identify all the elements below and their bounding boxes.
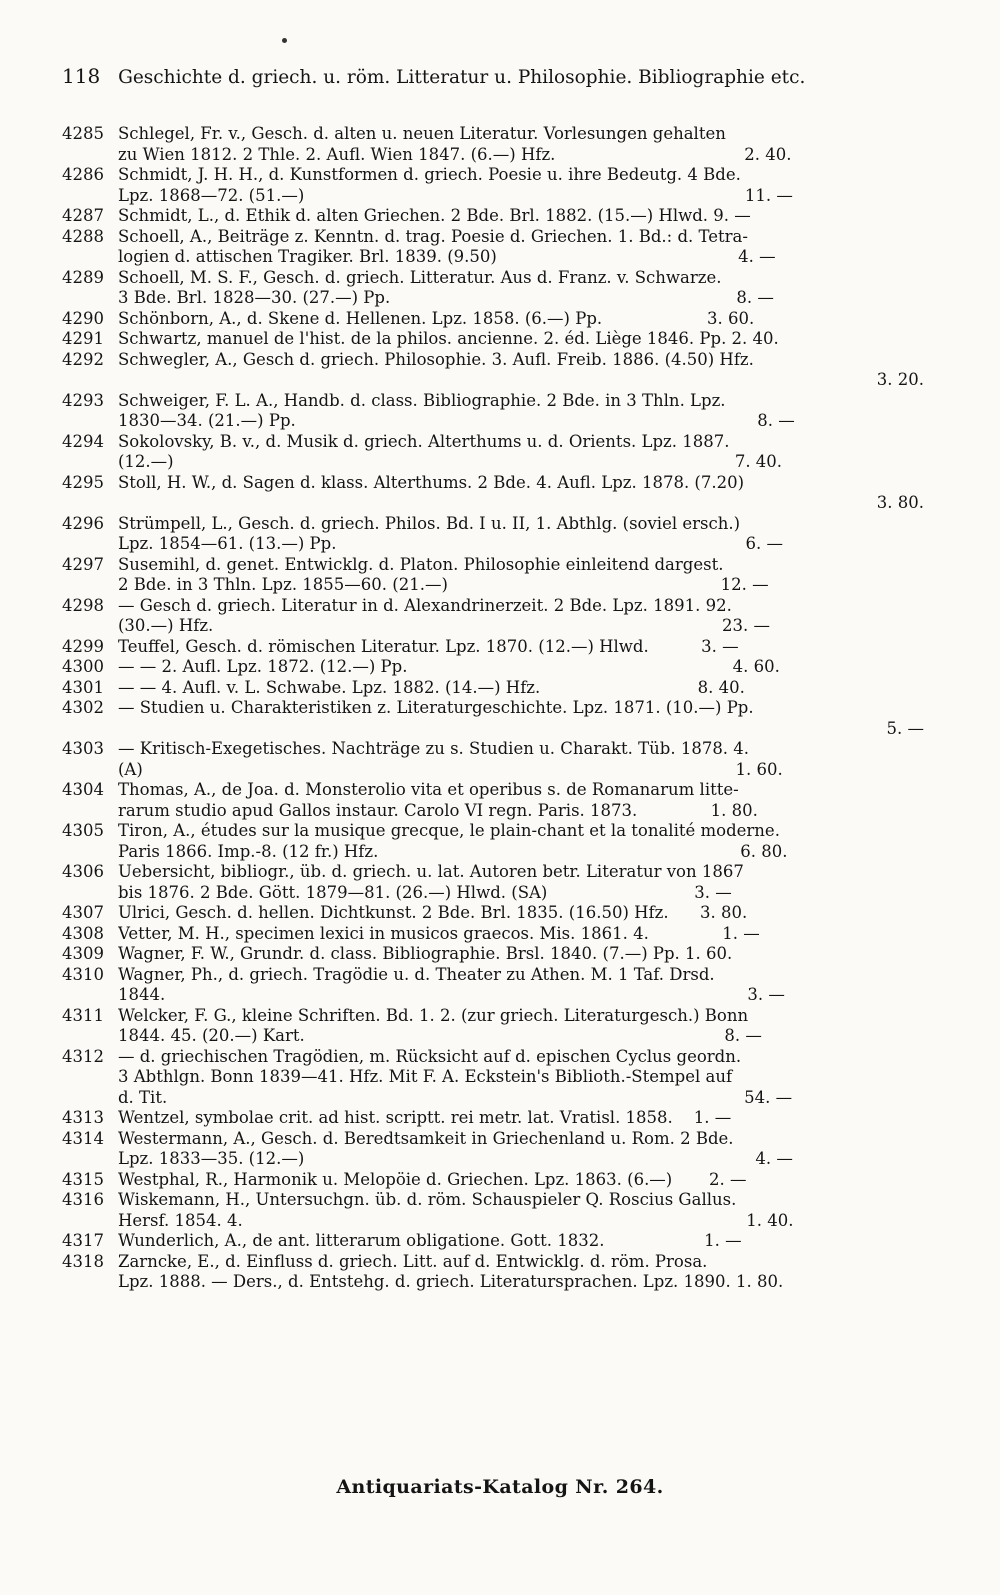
entry-number: 4298 <box>62 595 104 615</box>
entry-number: 4300 <box>62 657 104 676</box>
entry-text <box>118 637 924 658</box>
entry-number: 4289 <box>62 267 104 287</box>
entry-number: 4302 <box>62 698 104 717</box>
entry-line: Westermann, A., Gesch. d. Beredtsamkeit in Griechenland u. Rom. 2 Bde. <box>118 1128 734 1148</box>
entry-text <box>118 432 924 473</box>
entry-line: — — 4. Aufl. v. L. Schwabe. Lpz. 1882. (14.—) Hfz. 8. 40. <box>118 677 745 697</box>
entry-line: Sokolovsky, B. v., d. Musik d. griech. Alterthums u. d. Orients. Lpz. 1887. <box>118 431 730 451</box>
entry-line: 3. 80. <box>876 493 924 512</box>
catalog-entry <box>62 473 924 514</box>
entry-line: 1844. 45. (20.—) Kart. 8. — <box>118 1026 762 1045</box>
entry-line: Schönborn, A., d. Skene d. Hellenen. Lpz. 1858. (6.—) Pp. 3. 60. <box>118 308 755 328</box>
entry-number: 4316 <box>62 1190 104 1209</box>
entry-text <box>118 1129 924 1170</box>
entry-line: (30.—) Hfz. 23. — <box>118 616 771 635</box>
entry-text <box>118 124 924 165</box>
catalog-entry <box>62 678 924 699</box>
entry-line: Westphal, R., Harmonik u. Melopöie d. Griechen. Lpz. 1863. (6.—) 2. — <box>118 1169 747 1189</box>
entry-number: 4288 <box>62 226 104 246</box>
entry-line: 3 Abthlgn. Bonn 1839—41. Hfz. Mit F. A. Eckstein's Biblioth.-Stempel auf <box>118 1067 733 1086</box>
catalog-entry <box>62 903 924 924</box>
entry-number: 4295 <box>62 472 104 492</box>
entry-number: 4297 <box>62 554 104 574</box>
entry-line: Zarncke, E., d. Einfluss d. griech. Litt. auf d. Entwicklg. d. röm. Prosa. <box>118 1251 708 1271</box>
catalog-entry <box>62 637 924 658</box>
running-header <box>62 64 805 88</box>
entry-line: d. Tit. 54. — <box>118 1087 793 1107</box>
entry-line: Strümpell, L., Gesch. d. griech. Philos. Bd. I u. II, 1. Abthlg. (soviel ersch.) <box>118 513 741 533</box>
entry-number: 4299 <box>62 636 104 656</box>
catalog-entry <box>62 206 924 227</box>
entry-line: Schweiger, F. L. A., Handb. d. class. Bibliographie. 2 Bde. in 3 Thln. Lpz. <box>118 390 726 410</box>
entry-text <box>118 514 924 555</box>
catalog-entry <box>62 1006 924 1047</box>
entry-number: 4308 <box>62 923 104 943</box>
entry-text <box>118 473 924 514</box>
entry-line: Welcker, F. G., kleine Schriften. Bd. 1. 2. (zur griech. Literaturgesch.) Bonn <box>118 1005 749 1025</box>
entry-text <box>118 739 924 780</box>
catalog-entry <box>62 514 924 555</box>
entry-line: (A) 1. 60. <box>118 759 783 779</box>
entry-number: 4304 <box>62 780 104 799</box>
entry-line: — Studien u. Charakteristiken z. Literaturgeschichte. Lpz. 1871. (10.—) Pp. <box>118 698 754 717</box>
entry-text <box>118 965 924 1006</box>
entry-number: 4293 <box>62 390 104 410</box>
catalog-entry <box>62 124 924 165</box>
entry-line: Hersf. 1854. 4. 1. 40. <box>118 1210 794 1230</box>
entry-text <box>118 924 924 945</box>
catalog-entry <box>62 432 924 473</box>
entry-number: 4291 <box>62 329 104 348</box>
catalog-entry <box>62 780 924 821</box>
catalog-entry <box>62 1170 924 1191</box>
catalog-entry <box>62 391 924 432</box>
entry-line: 3 Bde. Brl. 1828—30. (27.—) Pp. 8. — <box>118 288 774 307</box>
entry-line: Tiron, A., études sur la musique grecque, le plain-chant et la tonalité moderne. <box>118 821 780 840</box>
entry-line: Schoell, A., Beiträge z. Kenntn. d. trag. Poesie d. Griechen. 1. Bd.: d. Tetra- <box>118 226 748 246</box>
entry-text <box>118 350 924 391</box>
entry-number: 4311 <box>62 1005 104 1025</box>
entry-text <box>118 206 924 227</box>
entry-number: 4286 <box>62 165 104 184</box>
entry-line: rarum studio apud Gallos instaur. Carolo VI regn. Paris. 1873. 1. 80. <box>118 800 758 820</box>
running-title: Geschichte d. griech. u. röm. Litteratur u. Philosophie. Bibliographie etc. <box>118 67 806 88</box>
entry-number: 4305 <box>62 821 104 840</box>
entry-line: Teuffel, Gesch. d. römischen Literatur. Lpz. 1870. (12.—) Hlwd. 3. — <box>118 636 739 656</box>
entry-number: 4290 <box>62 308 104 328</box>
catalog-entry <box>62 862 924 903</box>
entry-text <box>118 329 924 350</box>
entry-line: logien d. attischen Tragiker. Brl. 1839. (9.50) 4. — <box>118 247 776 266</box>
entry-text <box>118 391 924 432</box>
catalog-entry <box>62 944 924 965</box>
catalog-entry <box>62 268 924 309</box>
entry-text <box>118 596 924 637</box>
entry-line: (12.—) 7. 40. <box>118 452 783 471</box>
entry-number: 4315 <box>62 1169 104 1189</box>
catalog-entry <box>62 821 924 862</box>
catalog-entry <box>62 165 924 206</box>
entry-text <box>118 862 924 903</box>
catalog-entry <box>62 1047 924 1109</box>
entry-number: 4285 <box>62 124 104 143</box>
entry-text <box>118 1108 924 1129</box>
catalog-entry <box>62 227 924 268</box>
page-number: 118 <box>62 64 101 88</box>
entry-text <box>118 1252 924 1293</box>
entry-number: 4312 <box>62 1046 104 1066</box>
entry-line: Schmidt, J. H. H., d. Kunstformen d. griech. Poesie u. ihre Bedeutg. 4 Bde. <box>118 165 741 184</box>
entry-line: 1830—34. (21.—) Pp. 8. — <box>118 411 795 430</box>
entry-text <box>118 1231 924 1252</box>
entry-number: 4317 <box>62 1231 104 1250</box>
entry-number: 4301 <box>62 677 104 697</box>
entry-line: bis 1876. 2 Bde. Gött. 1879—81. (26.—) Hlwd. (SA) 3. — <box>118 882 732 902</box>
entry-line: Wiskemann, H., Untersuchgn. üb. d. röm. Schauspieler Q. Roscius Gallus. <box>118 1190 737 1209</box>
entry-line: Paris 1866. Imp.-8. (12 fr.) Hfz. 6. 80. <box>118 841 788 861</box>
catalog-entry <box>62 657 924 678</box>
catalog-entry <box>62 329 924 350</box>
catalog-entry <box>62 309 924 330</box>
entry-text <box>118 1047 924 1109</box>
entry-line: Schoell, M. S. F., Gesch. d. griech. Litteratur. Aus d. Franz. v. Schwarze. <box>118 267 722 287</box>
entry-text <box>118 903 924 924</box>
entry-line: Vetter, M. H., specimen lexici in musicos graecos. Mis. 1861. 4. 1. — <box>118 923 760 943</box>
catalog-entry <box>62 1231 924 1252</box>
entry-number: 4313 <box>62 1108 104 1127</box>
catalog-entry <box>62 739 924 780</box>
entry-text <box>118 1190 924 1231</box>
entry-line: Schlegel, Fr. v., Gesch. d. alten u. neuen Literatur. Vorlesungen gehalten <box>118 124 726 143</box>
entry-line: 5. — <box>886 718 924 738</box>
catalog-entry <box>62 1129 924 1170</box>
catalog-entry <box>62 350 924 391</box>
entry-number: 4292 <box>62 349 104 369</box>
catalog-entry <box>62 698 924 739</box>
entry-text <box>118 698 924 739</box>
entry-line: Lpz. 1833—35. (12.—) 4. — <box>118 1149 793 1168</box>
entry-text <box>118 1006 924 1047</box>
catalog-entry <box>62 924 924 945</box>
entry-line: Lpz. 1868—72. (51.—) 11. — <box>118 185 793 205</box>
entry-number: 4296 <box>62 513 104 533</box>
entry-line: Wentzel, symbolae crit. ad hist. scriptt. rei metr. lat. Vratisl. 1858. 1. — <box>118 1108 732 1127</box>
entry-line: — Gesch d. griech. Literatur in d. Alexandrinerzeit. 2 Bde. Lpz. 1891. 92. <box>118 595 732 615</box>
entry-line: 3. 20. <box>876 370 924 389</box>
entry-text <box>118 227 924 268</box>
catalog-entry <box>62 1190 924 1231</box>
entry-line: — d. griechischen Tragödien, m. Rücksicht auf d. epischen Cyclus geordn. <box>118 1046 742 1066</box>
catalog-entry <box>62 596 924 637</box>
entry-line: Wagner, Ph., d. griech. Tragödie u. d. Theater zu Athen. M. 1 Taf. Drsd. <box>118 964 715 984</box>
entry-line: Lpz. 1888. — Ders., d. Entstehg. d. griech. Literatursprachen. Lpz. 1890. 1. 80. <box>118 1272 784 1291</box>
entry-number: 4310 <box>62 964 104 984</box>
entry-line: Wagner, F. W., Grundr. d. class. Bibliographie. Brsl. 1840. (7.—) Pp. 1. 60. <box>118 944 733 963</box>
entry-number: 4309 <box>62 944 104 963</box>
catalog-entry <box>62 965 924 1006</box>
entry-line: — Kritisch-Exegetisches. Nachträge zu s. Studien u. Charakt. Tüb. 1878. 4. <box>118 739 750 758</box>
entry-text <box>118 678 924 699</box>
entry-line: zu Wien 1812. 2 Thle. 2. Aufl. Wien 1847. (6.—) Hfz. 2. 40. <box>118 144 792 164</box>
entry-line: Lpz. 1854—61. (13.—) Pp. 6. — <box>118 534 784 553</box>
catalog-entry <box>62 555 924 596</box>
ink-speck <box>282 38 287 43</box>
entry-line: Schwartz, manuel de l'hist. de la philos. ancienne. 2. éd. Liège 1846. Pp. 2. 40. <box>118 329 779 348</box>
entry-line: Stoll, H. W., d. Sagen d. klass. Alterthums. 2 Bde. 4. Aufl. Lpz. 1878. (7.20) <box>118 472 745 492</box>
entry-line: Ulrici, Gesch. d. hellen. Dichtkunst. 2 Bde. Brl. 1835. (16.50) Hfz. 3. 80. <box>118 903 748 922</box>
entry-line: Thomas, A., de Joa. d. Monsterolio vita et operibus s. de Romanarum litte- <box>118 780 739 799</box>
entry-line: Wunderlich, A., de ant. litterarum obligatione. Gott. 1832. 1. — <box>118 1231 742 1250</box>
entry-text <box>118 657 924 678</box>
entry-line: Susemihl, d. genet. Entwicklg. d. Platon. Philosophie einleitend dargest. <box>118 554 724 574</box>
entry-number: 4306 <box>62 862 104 881</box>
entry-number: 4307 <box>62 903 104 922</box>
entry-line: Uebersicht, bibliogr., üb. d. griech. u. lat. Autoren betr. Literatur von 1867 <box>118 862 744 881</box>
entry-text <box>118 821 924 862</box>
entry-number: 4303 <box>62 739 104 758</box>
catalog-footer: Antiquariats-Katalog Nr. 264. <box>336 1476 664 1498</box>
catalog-entry <box>62 1252 924 1293</box>
entry-number: 4314 <box>62 1128 104 1148</box>
catalog-entry <box>62 1108 924 1129</box>
entry-text <box>118 944 924 965</box>
entry-line: 1844. 3. — <box>118 985 785 1004</box>
entry-line: 2 Bde. in 3 Thln. Lpz. 1855—60. (21.—) 12. — <box>118 575 769 594</box>
entry-text <box>118 165 924 206</box>
catalog-entries <box>62 124 924 1293</box>
entry-line: Schmidt, L., d. Ethik d. alten Griechen. 2 Bde. Brl. 1882. (15.—) Hlwd. 9. — <box>118 206 751 225</box>
entry-text <box>118 1170 924 1191</box>
entry-text <box>118 780 924 821</box>
entry-number: 4318 <box>62 1251 104 1271</box>
entry-number: 4294 <box>62 431 104 451</box>
entry-line: — — 2. Aufl. Lpz. 1872. (12.—) Pp. 4. 60. <box>118 657 780 676</box>
entry-text <box>118 268 924 309</box>
entry-number: 4287 <box>62 206 104 225</box>
entry-line: Schwegler, A., Gesch d. griech. Philosophie. 3. Aufl. Freib. 1886. (4.50) Hfz. <box>118 349 754 369</box>
entry-text <box>118 555 924 596</box>
entry-text <box>118 309 924 330</box>
